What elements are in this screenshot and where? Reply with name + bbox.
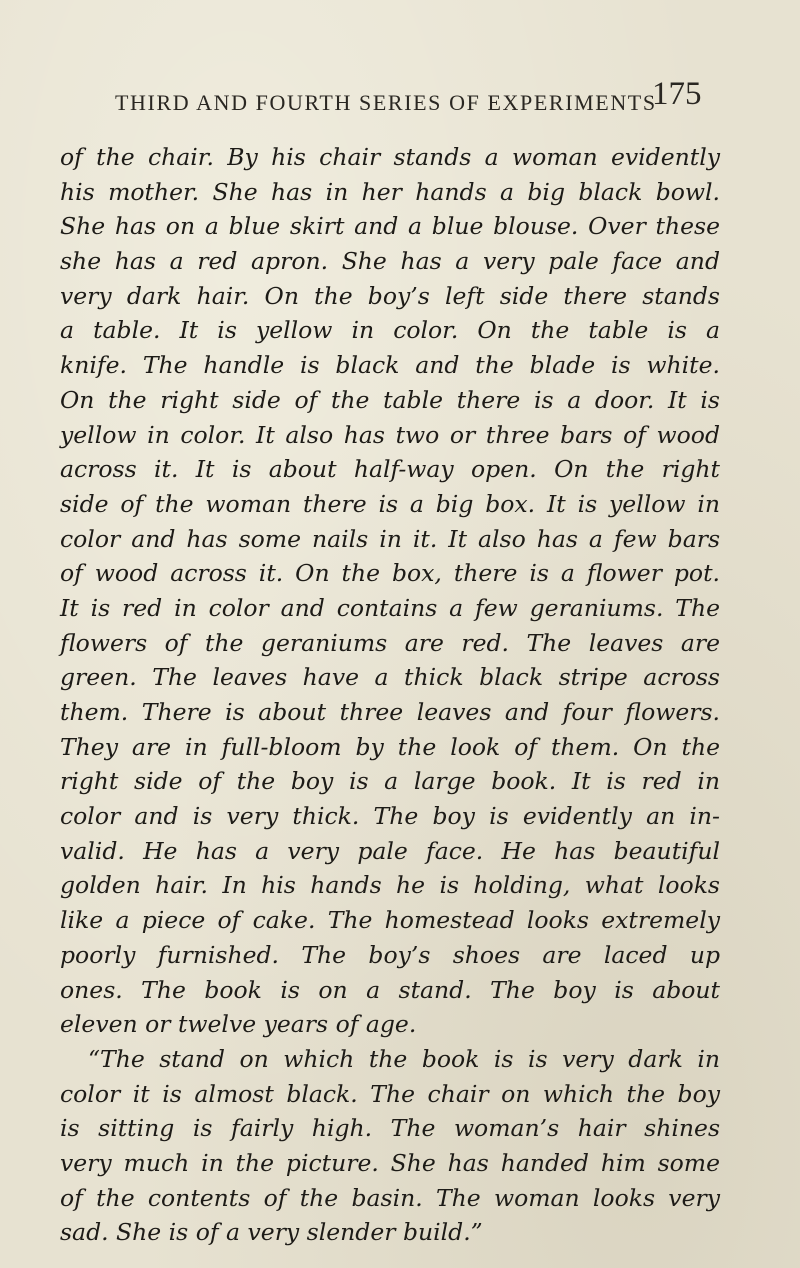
text-line: yellow in color. It also has two or three bars of wood xyxy=(60,420,720,449)
running-head xyxy=(0,76,800,116)
text-line: of wood across it. On the box, there is a flower pot. xyxy=(60,559,720,588)
text-line: is sitting is fairly high. The woman’s hair shines xyxy=(60,1114,720,1143)
text-line: she has a red apron. She has a very pale face and xyxy=(60,247,720,276)
text-line: like a piece of cake. The homestead looks extremely xyxy=(60,906,720,935)
text-line: of the contents of the basin. The woman looks very xyxy=(60,1183,720,1212)
text-line: poorly furnished. The boy’s shoes are laced up xyxy=(60,940,720,969)
text-line: flowers of the geraniums are red. The leaves are xyxy=(60,628,720,657)
text-line: color and has some nails in it. It also has a few bars xyxy=(60,524,720,553)
text-line: golden hair. In his hands he is holding, what looks xyxy=(60,871,720,900)
running-title: THIRD AND FOURTH SERIES OF EXPERIMENTS xyxy=(115,90,657,115)
text-line: ones. The book is on a stand. The boy is about xyxy=(60,975,720,1004)
text-line: side of the woman there is a big box. It is yellow in xyxy=(60,489,720,518)
text-line: right side of the boy is a large book. It is red in xyxy=(60,767,720,796)
text-line: On the right side of the table there is a door. It is xyxy=(60,385,720,414)
text-line: of the chair. By his chair stands a woman evidently xyxy=(60,143,720,171)
text-line: valid. He has a very pale face. He has beautiful xyxy=(60,836,720,865)
page-number: 175 xyxy=(652,76,702,112)
text-line: across it. It is about half-way open. On the right xyxy=(60,455,720,484)
text-line: a table. It is yellow in color. On the table is a xyxy=(60,316,720,345)
text-line: them. There is about three leaves and four flowers. xyxy=(60,698,720,726)
text-line: “The stand on which the book is is very dark in xyxy=(88,1044,720,1073)
text-line: They are in full-bloom by the look of them. On the xyxy=(60,732,720,761)
text-line: It is red in color and contains a few geraniums. The xyxy=(60,593,720,622)
text-line: his mother. She has in her hands a big black bowl. xyxy=(60,177,720,206)
text-line: knife. The handle is black and the blade is white. xyxy=(60,351,720,380)
text-line: eleven or twelve years of age. xyxy=(60,1010,417,1039)
text-line: very dark hair. On the boy’s left side there stands xyxy=(60,281,720,310)
text-line: sad. She is of a very slender build.” xyxy=(60,1218,483,1247)
text-line: color and is very thick. The boy is evidently an in- xyxy=(60,802,720,831)
text-line: color it is almost black. The chair on which the boy xyxy=(60,1079,720,1108)
body-text xyxy=(60,140,720,1250)
text-line: She has on a blue skirt and a blue blouse. Over these xyxy=(60,212,720,241)
text-line: green. The leaves have a thick black stripe across xyxy=(60,663,720,692)
text-line: very much in the picture. She has handed him some xyxy=(60,1148,720,1177)
